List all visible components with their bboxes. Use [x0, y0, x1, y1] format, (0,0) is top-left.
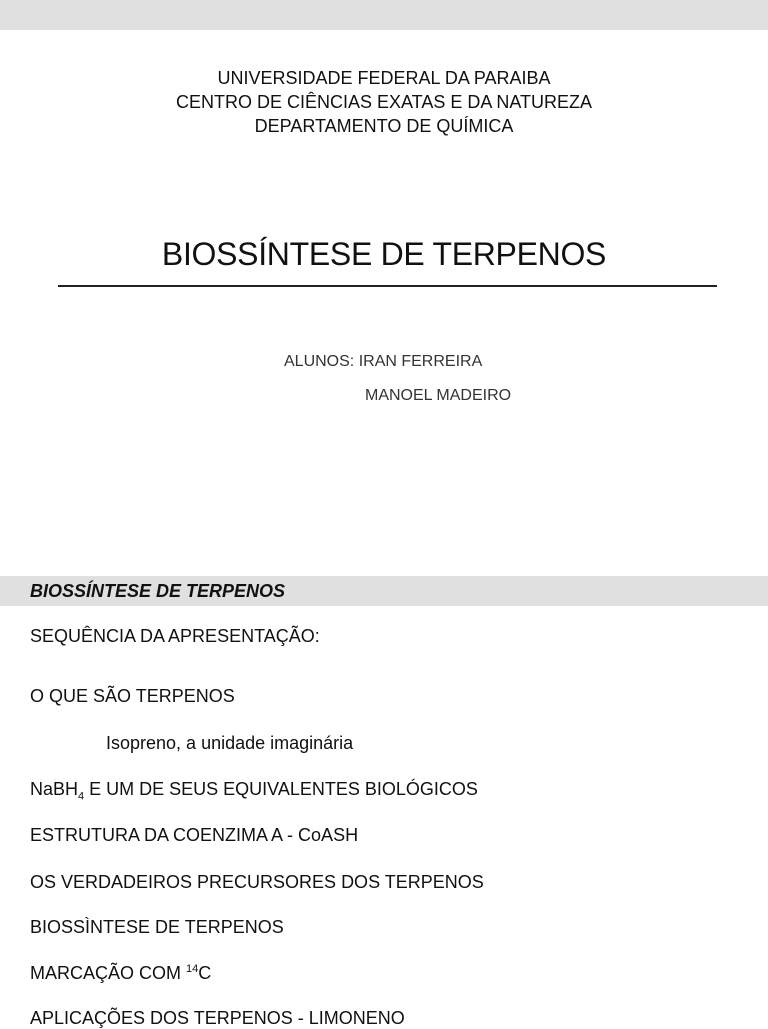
title-slide — [0, 30, 768, 576]
agenda-item — [30, 963, 211, 984]
subscript: 4 — [78, 790, 85, 803]
students-label: ALUNOS: IRAN FERREIRA — [284, 353, 483, 370]
superscript: 14 — [186, 963, 199, 975]
agenda-subitem: Isopreno, a unidade imaginária — [106, 733, 354, 753]
agenda-item: APLICAÇÕES DOS TERPENOS - LIMONENO — [30, 1008, 405, 1028]
agenda-item — [30, 779, 478, 803]
university-name: UNIVERSIDADE FEDERAL DA PARAIBA — [217, 68, 551, 88]
agenda-item: BIOSSÌNTESE DE TERPENOS — [30, 917, 284, 937]
slide-header-band — [0, 576, 768, 606]
agenda-item: OS VERDADEIROS PRECURSORES DOS TERPENOS — [30, 872, 484, 892]
agenda-item-text: MARCAÇÃO COM — [30, 963, 187, 983]
agenda-item-text: E UM DE SEUS EQUIVALENTES BIOLÓGICOS — [84, 779, 478, 799]
agenda-item-text: NaBH — [30, 779, 79, 799]
top-gray-band — [0, 0, 768, 30]
student-name: MANOEL MADEIRO — [365, 387, 512, 404]
agenda-item: ESTRUTURA DA COENZIMA A - CoASH — [30, 825, 359, 845]
center-name: CENTRO DE CIÊNCIAS EXATAS E DA NATUREZA — [175, 92, 593, 112]
slide-title: BIOSSÍNTESE DE TERPENOS — [161, 236, 607, 272]
title-underline — [58, 285, 717, 287]
agenda-subtitle: SEQUÊNCIA DA APRESENTAÇÃO: — [30, 626, 320, 646]
agenda-slide — [0, 606, 768, 1028]
agenda-item-text: C — [198, 963, 212, 983]
department-name: DEPARTAMENTO DE QUÍMICA — [254, 116, 514, 136]
slide-header-title: BIOSSÍNTESE DE TERPENOS — [30, 581, 286, 601]
agenda-item: O QUE SÃO TERPENOS — [30, 686, 235, 706]
